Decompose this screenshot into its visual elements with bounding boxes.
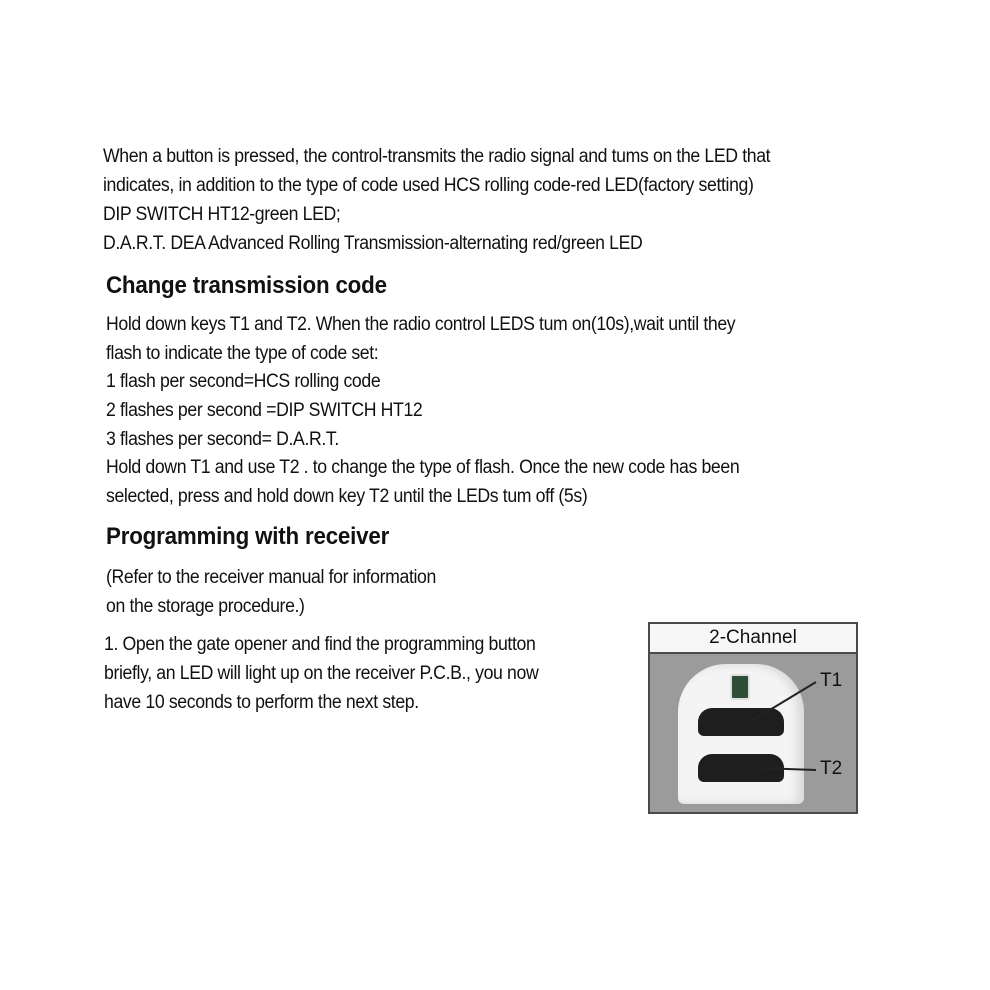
intro-line: indicates, in addition to the type of code used HCS rolling code-red LED(factory setting) — [103, 175, 754, 196]
pointer-line-t1 — [750, 682, 816, 722]
paragraph-line: 3 flashes per second= D.A.R.T. — [106, 429, 339, 450]
label-t2: T2 — [820, 758, 843, 779]
paragraph-line: 2 flashes per second =DIP SWITCH HT12 — [106, 400, 423, 421]
paragraph-line: Hold down keys T1 and T2. When the radio control LEDS tum on(10s),wait until they — [106, 314, 736, 335]
remote-figure — [648, 622, 858, 814]
paragraph-line: 1 flash per second=HCS rolling code — [106, 371, 381, 392]
pointer-line-t2 — [758, 768, 816, 770]
pointer-lines — [650, 624, 856, 812]
section-heading: Programming with receiver — [106, 523, 390, 550]
paragraph-line: selected, press and hold down key T2 until the LEDs tum off (5s) — [106, 486, 588, 507]
label-t1: T1 — [820, 670, 843, 691]
note-line: (Refer to the receiver manual for information — [106, 567, 436, 588]
intro-line: DIP SWITCH HT12-green LED; — [103, 204, 341, 225]
step-line: briefly, an LED will light up on the receiver P.C.B., you now — [104, 663, 539, 684]
paragraph-line: Hold down T1 and use T2 . to change the type of flash. Once the new code has been — [106, 457, 740, 478]
note-line: on the storage procedure.) — [106, 596, 305, 617]
paragraph-line: flash to indicate the type of code set: — [106, 343, 379, 364]
figure-title: 2-Channel — [650, 624, 856, 654]
intro-line: D.A.R.T. DEA Advanced Rolling Transmission-alternating red/green LED — [103, 233, 643, 254]
intro-line: When a button is pressed, the control-transmits the radio signal and tums on the LED that — [103, 146, 771, 167]
step-line: 1. Open the gate opener and find the programming button — [104, 634, 536, 655]
section-heading: Change transmission code — [106, 272, 387, 299]
step-line: have 10 seconds to perform the next step. — [104, 692, 419, 713]
